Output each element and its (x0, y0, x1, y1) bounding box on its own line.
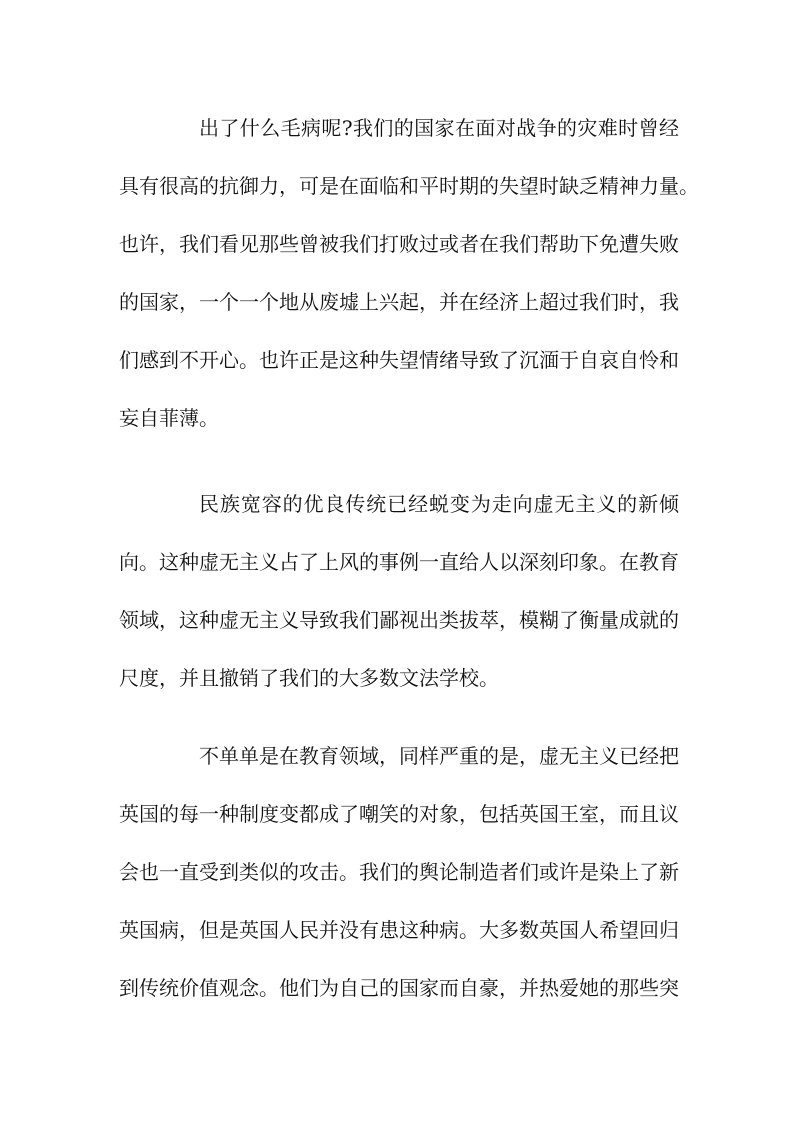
paragraph-1-line-5: 们感到不开心。也许正是这种失望情绪导致了沉湎于自哀自怜和 (119, 348, 679, 372)
paragraph-2-line-2: 向。这种虚无主义占了上风的事例一直给人以深刻印象。在教育 (119, 550, 679, 574)
paragraph-1-line-2: 具有很高的抗御力，可是在面临和平时期的失望时缺乏精神力量。 (119, 174, 699, 198)
paragraph-3-line-1: 不单单是在教育领域，同样严重的是，虚无主义已经把 (199, 744, 679, 768)
paragraph-3-line-4: 英国病，但是英国人民并没有患这种病。大多数英国人希望回归 (119, 918, 679, 942)
paragraph-1-line-3: 也许，我们看见那些曾被我们打败过或者在我们帮助下免遭失败 (119, 232, 679, 256)
paragraph-3-line-2: 英国的每一种制度变都成了嘲笑的对象，包括英国王室，而且议 (119, 802, 679, 826)
paragraph-1-line-6: 妄自菲薄。 (119, 406, 219, 430)
paragraph-1-line-4: 的国家，一个一个地从废墟上兴起，并在经济上超过我们时，我 (119, 290, 679, 314)
paragraph-3-line-5: 到传统价值观念。他们为自己的国家而自豪，并热爱她的那些突 (119, 976, 679, 1000)
paragraph-2-line-1: 民族宽容的优良传统已经蜕变为走向虚无主义的新倾 (199, 492, 679, 516)
paragraph-2-line-3: 领域，这种虚无主义导致我们鄙视出类拔萃，模糊了衡量成就的 (119, 608, 679, 632)
paragraph-1-line-1: 出了什么毛病呢?我们的国家在面对战争的灾难时曾经 (199, 116, 679, 140)
paragraph-1 (119, 116, 699, 465)
paragraph-3-line-3: 会也一直受到类似的攻击。我们的舆论制造者们或许是染上了新 (119, 860, 679, 884)
paragraph-3 (119, 745, 679, 1035)
paragraph-2-line-4: 尺度，并且撤销了我们的大多数文法学校。 (119, 666, 499, 690)
paragraph-2 (119, 493, 679, 725)
